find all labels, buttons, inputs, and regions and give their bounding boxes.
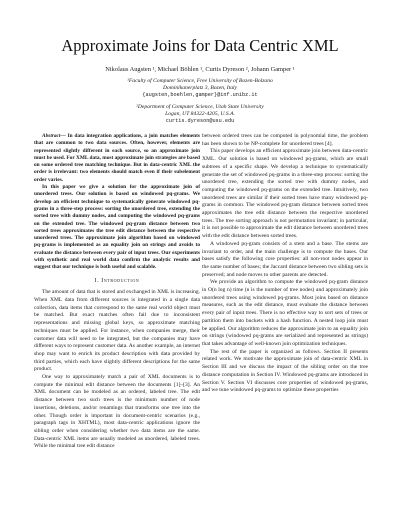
right-paragraph-2: This paper develops an efficient approximate join between data-centric XML. Our solution is based on windowed pq-grams, which are small subtrees of a specific shape. We develop a technique to systematically generate the set of windowed pq-grams in a three-step process: sorting the unordered tree, extending the sorted tree with dummy nodes, and computing the windowed pq-grams on the extended tree. Intuitively, two unordered trees are similar if their sorted trees have many windowed pq-grams in common. The windowed pq-gram distance between sorted trees approximates the tree edit distance between the respective unordered trees. The tree sorting approach is not permutation invariant; in particular, it is not possible to approximate the edit distance between unordered trees with the edit distance between sorted trees. [202, 148, 368, 240]
right-column [202, 133, 368, 395]
affiliation-1 [0, 78, 400, 100]
intro-paragraph-1: The amount of data that is stored and exchanged in XML is increasing. When XML data from different sources is integrated in a single data collection, data items that correspond to the same real world object must be matched. But exact matches often fail due to inconsistent representations and missing global keys, so approximate matching techniques must be applied. For instance, when companies merge, their customer data will need to be integrated, but the companies may have different ways to represent customer data. As another example, an internet shop may want to enrich its product description with data provided by third parties, which each have slightly different descriptions for the same product. [34, 289, 200, 373]
affiliation-2-line-2: Logan, UT 84322-4205, U.S.A. [165, 111, 235, 118]
abstract-lead: Abstract— [42, 133, 66, 139]
affiliation-1-line-1: ¹Faculty of Computer Science, Free University of Bozen-Bolzano [127, 78, 273, 84]
right-paragraph-5: The rest of the paper is organized as follows. Section II presents related work. We motivate the approximate join of data-centric XML in Section III and we discuss the impact of the sibling order on the tree distance computation in Section IV. Windowed pq-grams are introduced in Section V. Section VI discusses core properties of windowed pq-grams, and we tune windowed pq-grams to optimize these properties [202, 348, 368, 394]
intro-paragraph-2: One way to approximately match a pair of XML documents is to compute the minimal edit distance between the documents [1]–[3]. An XML document can be modeled as an ordered, labeled tree. The edit distance between two such trees is the minimum number of node insertions, deletions, and/or renamings that transforms one tree into the other. Though order is important in document-centric scenarios (e.g., paragraph tags in XHTML), most data-centric applications ignore the sibling order when considering whether two data items are the same. Data-centric XML items are usually modeled as unordered, labeled trees. While the minimal tree edit distance [34, 374, 200, 450]
abstract-text-1: In data integration applications, a join matches elements that are common to two data sources. Often, however, elements are represented slightly different in each source, so an approximate join must be used. For XML data, most approximate join strategies are based on some ordered tree matching technique. But in data-centric XML the order is irrelevant: two elements should match even if their subelement order varies. [34, 133, 200, 183]
affiliation-2 [0, 104, 400, 126]
affiliation-1-line-2: Dominikanerplatz 3, Bozen, Italy [162, 85, 238, 92]
author-list: Nikolaus Augsten ¹, Michael Böhlen ¹, Curtis Dyreson ², Johann Gamper ¹ [105, 66, 295, 73]
right-paragraph-1: between ordered trees can be computed in polynomial time, the problem has been shown to be NP-complete for unordered trees [4]. [202, 133, 368, 147]
abstract-paragraph-2: In this paper we give a solution for the approximate join of unordered trees. Our solution is based on windowed pq-grams. We develop an efficient technique to systematically generate windowed pq-grams in a three-step process: sorting the unordered tree, extending the sorted tree with dummy nodes, and computing the windowed pq-grams on the extended tree. The windowed pq-gram distance between two sorted trees approximates the tree edit distance between the respective unordered trees. The approximate join algorithm based on windowed pq-grams is implemented as an equality join on strings and avoids to evaluate the distance between every pair of input trees. Our experiments with synthetic and real world data confirm the analytic results and suggest that our technique is both useful and scalable. [34, 184, 200, 271]
paper-title: Approximate Joins for Data Centric XML [61, 36, 339, 55]
section-heading-introduction: I. Introduction [94, 277, 140, 284]
left-column [34, 133, 200, 451]
affiliation-2-line-1: ²Department of Computer Science, Utah State University [136, 104, 264, 110]
affiliation-1-email: {augsten,boehlen,gamper}@inf.unibz.it [142, 92, 258, 99]
right-paragraph-4: We provide an algorithm to compute the windowed pq-gram distance in O(n log n) time (n is the number of tree nodes) and approximately join unordered trees using windowed pq-grams. Most joins based on distance measures, such as the edit distance, must evaluate the distance between every pair of input trees. There is no effective way to sort sets of trees or partition them into buckets with a hash function. A nested loop join must be applied. Our algorithm reduces the approximate join to an equality join on strings (windowed pq-grams are serialized and represented as strings) that takes advantage of well-known join optimization techniques. [202, 279, 368, 347]
abstract [34, 133, 200, 272]
right-paragraph-3: A windowed pq-gram consists of a stem and a base. The stems are invariant to order, and the main challenge is to compute the bases. Our bases satisfy the following core properties: all non-root nodes appear in the same number of bases; the Jaccard distance between two sibling sets is preserved; and node moves to other parents are detected. [202, 240, 368, 278]
affiliation-2-email: curtis.dyreson@usu.edu [165, 118, 235, 125]
abstract-paragraph-1 [34, 133, 200, 184]
